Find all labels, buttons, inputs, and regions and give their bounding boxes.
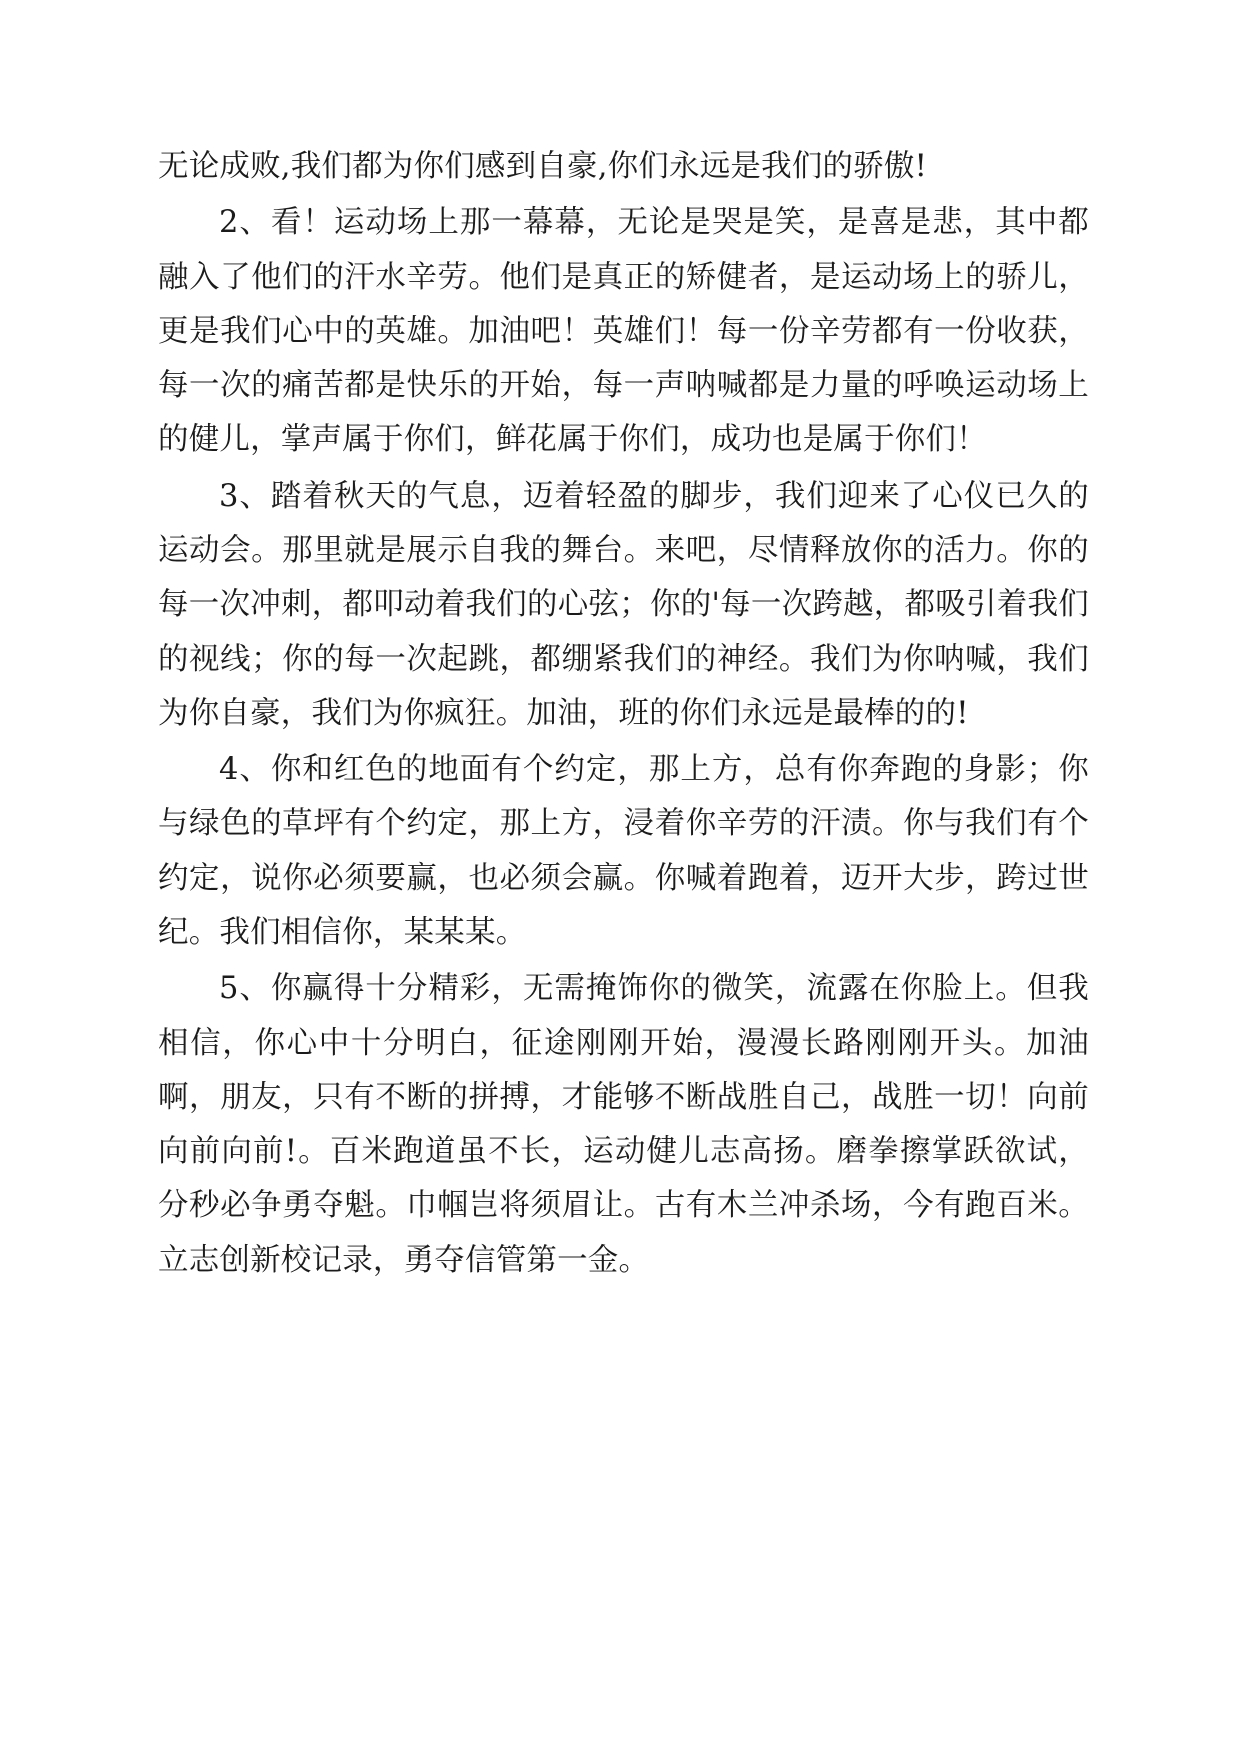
- paragraph: 无论成败,我们都为你们感到自豪,你们永远是我们的骄傲!: [158, 149, 928, 184]
- paragraph: 2、看！运动场上那一幕幕，无论是哭是笑，是喜是悲，其中都融入了他们的汗水辛劳。他们是真正的矫健者，是运动场上的骄儿，更是我们心中的英雄。加油吧！英雄们！每一份辛劳都有一份收获，每一次的痛苦都是快乐的开始，每一声呐喊都是力量的呼唤运动场上的健儿，掌声属于你们，鲜花属于你们，成功也是属于你们！: [158, 205, 1089, 458]
- document-body: [158, 140, 1089, 1288]
- paragraph: 4、你和红色的地面有个约定，那上方，总有你奔跑的身影；你与绿色的草坪有个约定，那上方，浸着你辛劳的汗渍。你与我们有个约定，说你必须要赢，也必须会赢。你喊着跑着，迈开大步，跨过世纪。我们相信你，某某某。: [158, 752, 1089, 950]
- paragraph: 5、你赢得十分精彩，无需掩饰你的微笑，流露在你脸上。但我相信，你心中十分明白，征途刚刚开始，漫漫长路刚刚开头。加油啊，朋友，只有不断的拼搏，才能够不断战胜自己，战胜一切！向前向前向前!。百米跑道虽不长，运动健儿志高扬。磨拳擦掌跃欲试，分秒必争勇夺魁。巾帼岂将须眉让。古有木兰冲杀场，今有跑百米。立志创新校记录，勇夺信管第一金。: [158, 971, 1089, 1278]
- paragraph: 3、踏着秋天的气息，迈着轻盈的脚步，我们迎来了心仪已久的运动会。那里就是展示自我的舞台。来吧，尽情释放你的活力。你的每一次冲刺，都叩动着我们的心弦；你的'每一次跨越，都吸引着我们的视线；你的每一次起跳，都绷紧我们的神经。我们为你呐喊，我们为你自豪，我们为你疯狂。加油，班的你们永远是最棒的的!: [158, 478, 1089, 731]
